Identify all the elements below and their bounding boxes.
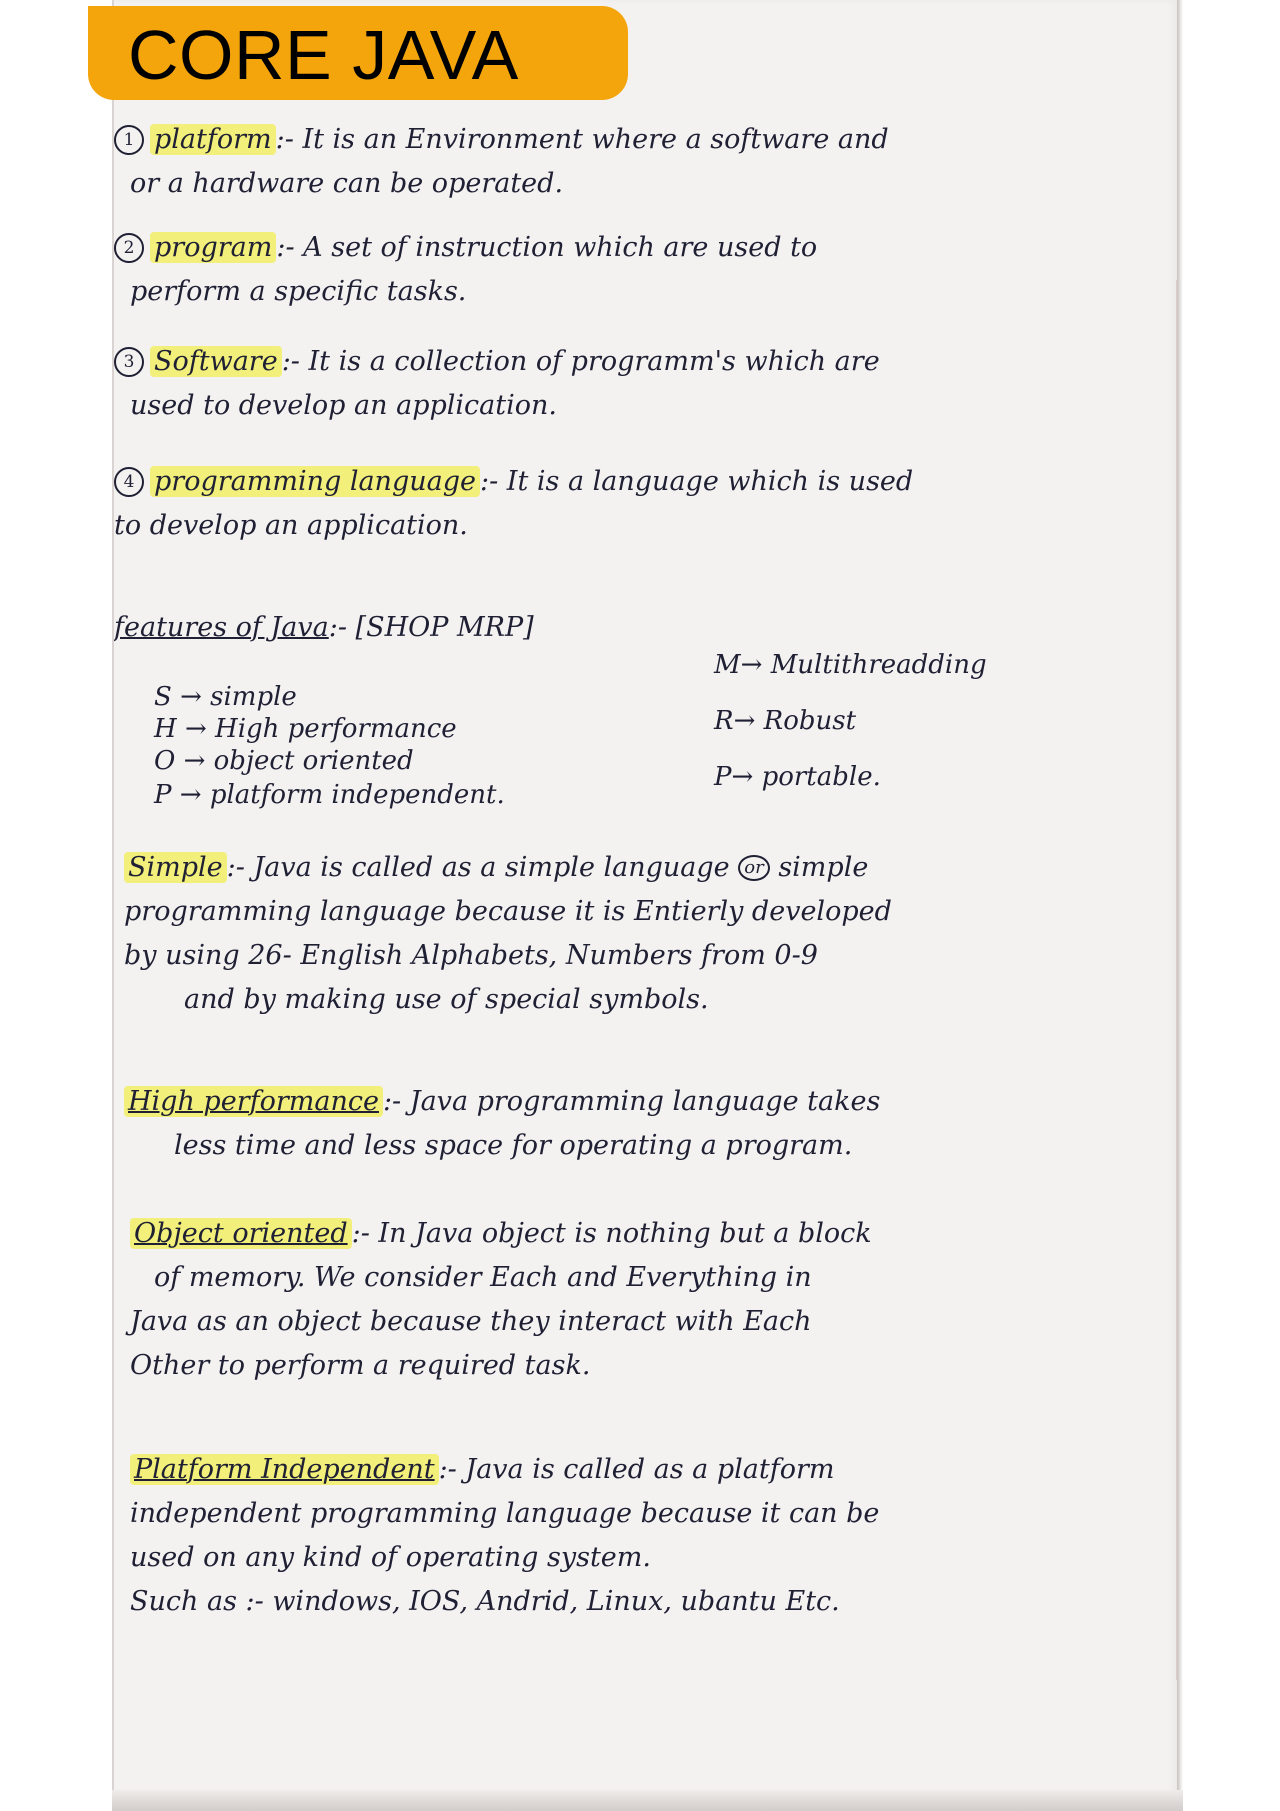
section-text: less time and less space for operating a program. — [174, 1130, 853, 1161]
page-title: CORE JAVA — [128, 16, 519, 94]
feature-item: S → simple — [154, 682, 297, 712]
term-object-oriented: Object oriented — [130, 1218, 352, 1249]
section-text: Other to perform a required task. — [130, 1350, 591, 1381]
definition-text: It is a collection of programm's which are — [308, 346, 880, 377]
features-mnemonic: :- [SHOP MRP] — [328, 612, 534, 643]
item-number: 3 — [114, 347, 144, 377]
definition-text: perform a specific tasks. — [130, 276, 467, 307]
section-text: of memory. We consider Each and Everything in — [154, 1262, 812, 1293]
term-program: program — [150, 232, 276, 263]
section-text: independent programming language because it can be — [130, 1498, 880, 1529]
item-number: 4 — [114, 467, 144, 497]
term-simple: Simple — [124, 852, 227, 883]
definition-program: 2 program :- A set of instruction which are used to perform a specific tasks. — [114, 226, 1179, 314]
term-software: Software — [150, 346, 282, 377]
item-number: 1 — [114, 125, 144, 155]
title-banner — [88, 6, 628, 100]
definition-text: or a hardware can be operated. — [130, 168, 564, 199]
term-platform-independent: Platform Independent — [130, 1454, 439, 1485]
feature-item: P → platform independent. — [154, 780, 505, 810]
term-platform: platform — [150, 124, 276, 155]
section-object-oriented: Object oriented :- In Java object is nothing but a block of memory. We consider Each and Everything in Java as an object because they interact with Each Other to perform a required task. — [114, 1212, 1179, 1388]
feature-item: H → High performance — [154, 714, 457, 744]
features-heading-row — [114, 606, 1179, 650]
feature-item: M→ Multithreadding — [714, 650, 987, 680]
section-text: used on any kind of operating system. — [130, 1542, 651, 1573]
feature-item: R→ Robust — [714, 706, 857, 736]
definition-programming-language: 4 programming language :- It is a language which is used to develop an application. — [114, 460, 1179, 548]
section-text: Such as :- windows, IOS, Andrid, Linux, ubantu Etc. — [130, 1586, 840, 1617]
section-text: Java as an object because they interact with Each — [130, 1306, 812, 1337]
feature-item: O → object oriented — [154, 746, 414, 776]
section-platform-independent: Platform Independent :- Java is called as a platform independent programming language because it can be used on any kind of operating system. Such as :- windows, IOS, Andrid, Linux, ubantu Etc. — [114, 1448, 1179, 1624]
or-circle: or — [738, 855, 769, 881]
section-high-performance: High performance :- Java programming language takes less time and less space for operating a program. — [114, 1080, 1179, 1168]
definition-text: It is a language which is used — [506, 466, 914, 497]
definition-software: 3 Software :- It is a collection of programm's which are used to develop an application. — [114, 340, 1179, 428]
section-simple: Simple :- Java is called as a simple language or simple programming language because it is Entierly developed by using 26- English Alphabets, Numbers from 0-9 and by making use of special symbols. — [114, 846, 1179, 1022]
page-bottom-shadow — [112, 1790, 1183, 1811]
feature-item: P→ portable. — [714, 762, 881, 792]
section-text: by using 26- English Alphabets, Numbers from 0-9 — [124, 940, 818, 971]
definition-text: used to develop an application. — [130, 390, 557, 421]
definition-text: It is an Environment where a software and — [302, 124, 889, 155]
term-programming-language: programming language — [150, 466, 480, 497]
definition-platform: 1 platform :- It is an Environment where a software and or a hardware can be operated. — [114, 118, 1179, 206]
definition-text: to develop an application. — [114, 510, 468, 541]
section-text: and by making use of special symbols. — [184, 984, 709, 1015]
page-edge — [1177, 0, 1183, 1811]
term-high-performance: High performance — [124, 1086, 383, 1117]
features-heading: features of Java — [114, 612, 329, 643]
item-number: 2 — [114, 233, 144, 263]
definition-text: A set of instruction which are used to — [303, 232, 818, 263]
section-text: programming language because it is Entierly developed — [124, 896, 892, 927]
notebook-page — [112, 0, 1179, 1811]
